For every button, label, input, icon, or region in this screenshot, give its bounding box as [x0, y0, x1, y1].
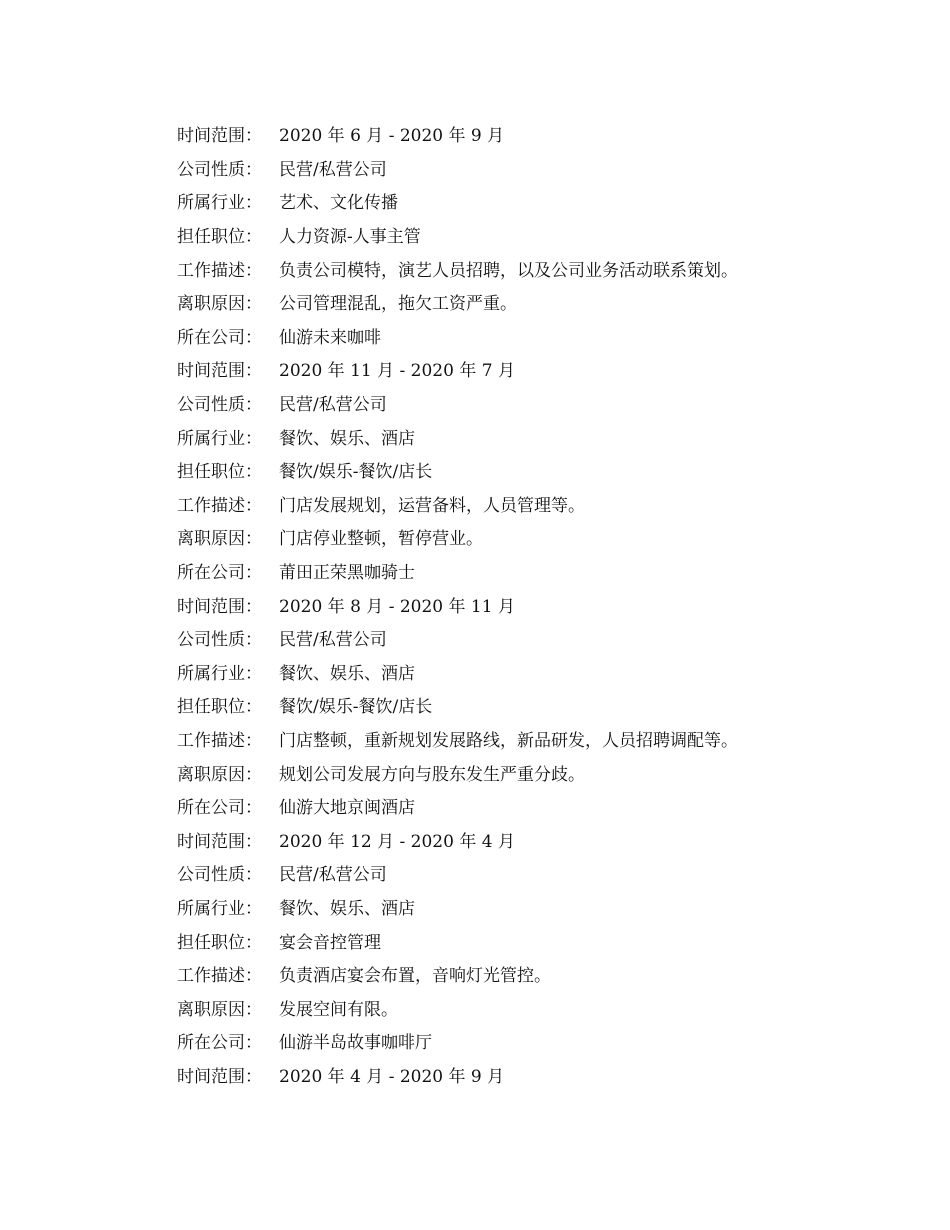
field-label: 担任职位：: [177, 932, 262, 953]
field-row-position: [177, 688, 877, 722]
field-value: 负责公司模特，演艺人员招聘，以及公司业务活动联系策划。: [279, 260, 738, 281]
field-label: 所在公司：: [177, 798, 262, 819]
field-row-job-description: [177, 251, 877, 285]
field-value: 负责酒店宴会布置，音响灯光管控。: [279, 966, 551, 987]
field-label: 工作描述：: [177, 966, 262, 987]
field-row-leave-reason: [177, 990, 877, 1024]
field-row-position: [177, 453, 877, 487]
field-label: 离职原因：: [177, 999, 262, 1020]
field-label: 时间范围：: [177, 596, 262, 617]
field-row-time-range: [177, 822, 877, 856]
field-value: 民营/私营公司: [279, 395, 387, 416]
field-row-company: [177, 554, 877, 588]
field-value: 门店发展规划，运营备料，人员管理等。: [279, 495, 585, 516]
field-value: 门店整顿，重新规划发展路线，新品研发，人员招聘调配等。: [279, 730, 738, 751]
field-label: 离职原因：: [177, 529, 262, 550]
work-history-list: [177, 117, 877, 1091]
field-row-job-description: [177, 487, 877, 521]
field-row-company-type: [177, 386, 877, 420]
field-row-industry: [177, 655, 877, 689]
field-value: 2020 年 4 月 - 2020 年 9 月: [279, 1066, 505, 1087]
field-row-job-description: [177, 957, 877, 991]
field-label: 工作描述：: [177, 495, 262, 516]
field-value: 人力资源-人事主管: [279, 227, 421, 248]
field-label: 公司性质：: [177, 630, 262, 651]
field-label: 工作描述：: [177, 730, 262, 751]
field-row-company-type: [177, 856, 877, 890]
field-value: 餐饮、娱乐、酒店: [279, 898, 415, 919]
field-row-company: [177, 789, 877, 823]
field-row-leave-reason: [177, 285, 877, 319]
field-value: 2020 年 8 月 - 2020 年 11 月: [279, 596, 515, 617]
field-value: 餐饮、娱乐、酒店: [279, 428, 415, 449]
field-row-job-description: [177, 722, 877, 756]
field-row-time-range: [177, 352, 877, 386]
field-label: 所在公司：: [177, 563, 262, 584]
field-label: 时间范围：: [177, 126, 262, 147]
field-value: 仙游未来咖啡: [279, 327, 381, 348]
field-label: 担任职位：: [177, 697, 262, 718]
field-label: 所在公司：: [177, 327, 262, 348]
field-label: 工作描述：: [177, 260, 262, 281]
field-row-company: [177, 1024, 877, 1058]
field-value: 民营/私营公司: [279, 159, 387, 180]
field-value: 宴会音控管理: [279, 932, 381, 953]
field-row-position: [177, 923, 877, 957]
field-row-time-range: [177, 587, 877, 621]
field-label: 所属行业：: [177, 663, 262, 684]
field-value: 艺术、文化传播: [279, 193, 398, 214]
field-value: 餐饮/娱乐-餐饮/店长: [279, 697, 433, 718]
field-value: 莆田正荣黑咖骑士: [279, 563, 415, 584]
field-row-leave-reason: [177, 755, 877, 789]
field-value: 2020 年 6 月 - 2020 年 9 月: [279, 126, 505, 147]
field-value: 民营/私营公司: [279, 865, 387, 886]
field-value: 门店停业整顿，暂停营业。: [279, 529, 483, 550]
field-value: 2020 年 12 月 - 2020 年 4 月: [279, 831, 515, 852]
field-row-industry: [177, 419, 877, 453]
field-label: 时间范围：: [177, 1066, 262, 1087]
field-label: 所在公司：: [177, 1033, 262, 1054]
field-value: 规划公司发展方向与股东发生严重分歧。: [279, 764, 585, 785]
field-row-position: [177, 218, 877, 252]
field-value: 发展空间有限。: [279, 999, 398, 1020]
field-row-company-type: [177, 621, 877, 655]
field-value: 民营/私营公司: [279, 630, 387, 651]
field-label: 担任职位：: [177, 227, 262, 248]
field-label: 担任职位：: [177, 462, 262, 483]
field-row-leave-reason: [177, 520, 877, 554]
field-row-company-type: [177, 151, 877, 185]
field-row-industry: [177, 890, 877, 924]
field-label: 所属行业：: [177, 898, 262, 919]
field-value: 餐饮、娱乐、酒店: [279, 663, 415, 684]
field-label: 公司性质：: [177, 865, 262, 886]
field-label: 公司性质：: [177, 395, 262, 416]
field-value: 公司管理混乱，拖欠工资严重。: [279, 294, 517, 315]
field-row-industry: [177, 184, 877, 218]
field-value: 2020 年 11 月 - 2020 年 7 月: [279, 361, 515, 382]
field-label: 所属行业：: [177, 193, 262, 214]
field-value: 餐饮/娱乐-餐饮/店长: [279, 462, 433, 483]
field-row-company: [177, 319, 877, 353]
field-label: 离职原因：: [177, 764, 262, 785]
field-label: 离职原因：: [177, 294, 262, 315]
field-label: 所属行业：: [177, 428, 262, 449]
field-label: 公司性质：: [177, 159, 262, 180]
field-label: 时间范围：: [177, 361, 262, 382]
field-value: 仙游大地京闽酒店: [279, 798, 415, 819]
field-value: 仙游半岛故事咖啡厅: [279, 1033, 432, 1054]
field-row-time-range: [177, 1058, 877, 1092]
field-row-time-range: [177, 117, 877, 151]
field-label: 时间范围：: [177, 831, 262, 852]
